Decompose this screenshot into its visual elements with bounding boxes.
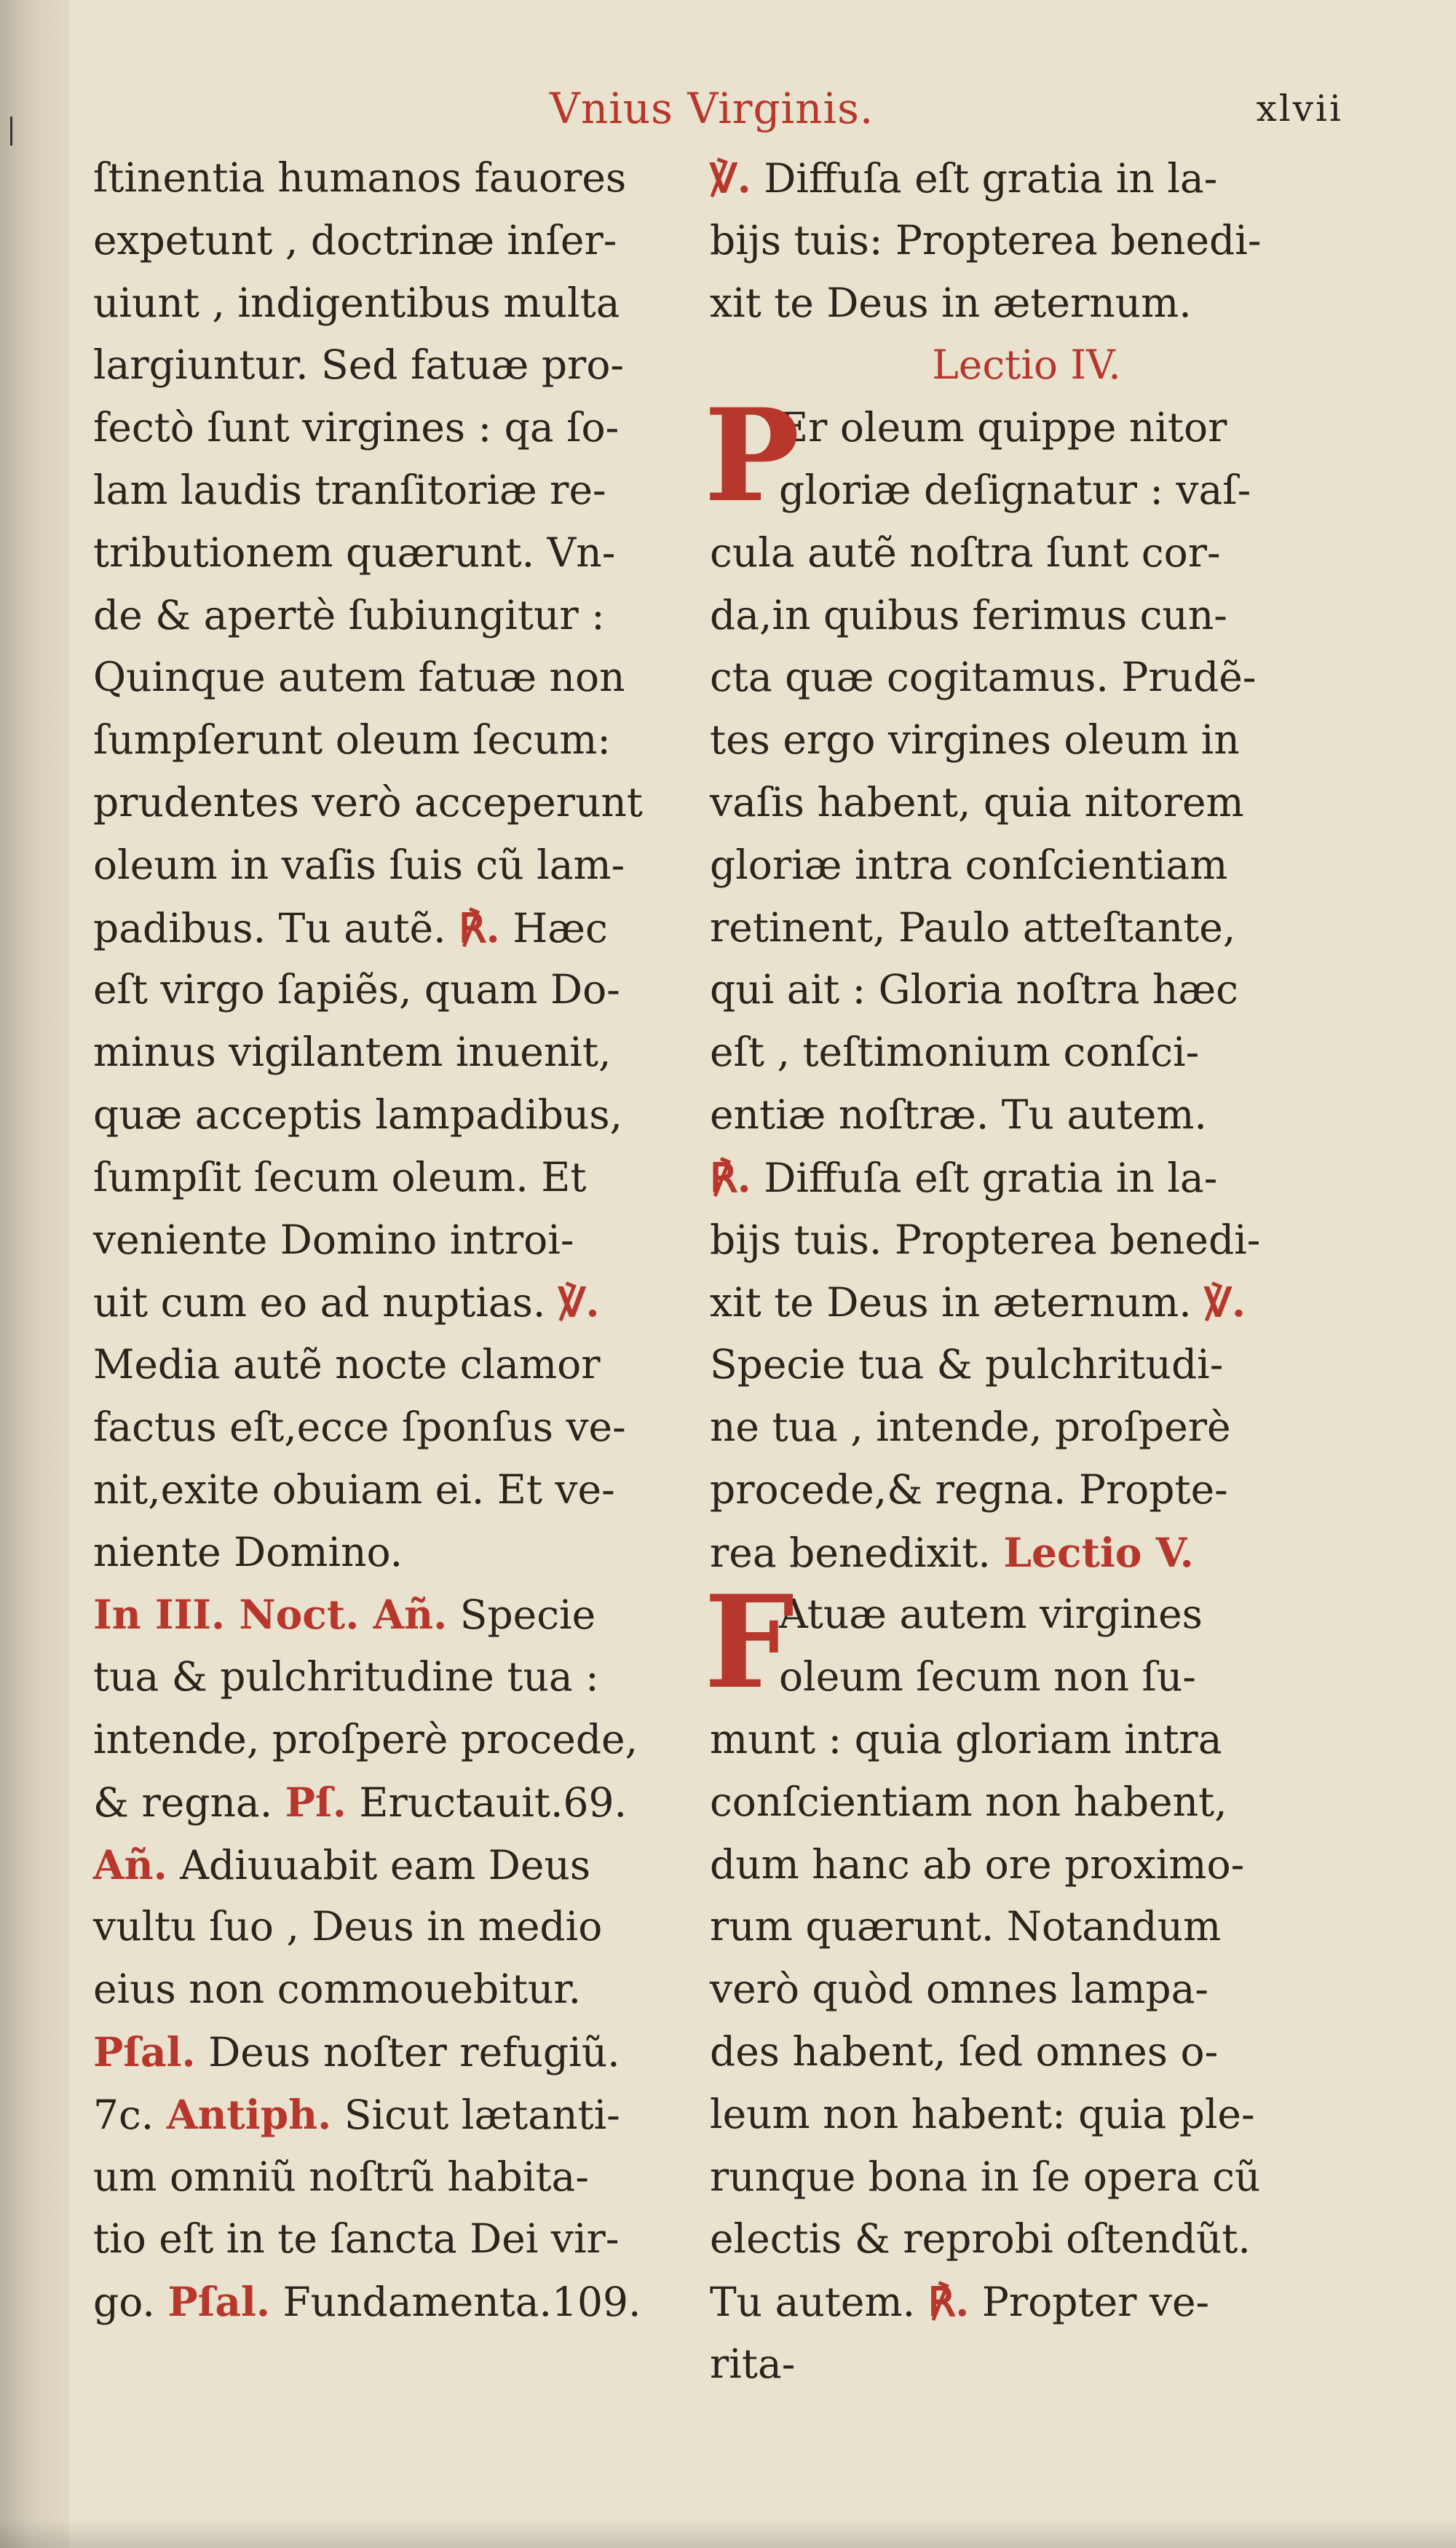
rubric-mark: ℟. — [710, 1153, 751, 1201]
text-line: da,in quibus ferimus cun- — [710, 591, 1227, 638]
line-text: Sicut lætanti- — [344, 2091, 620, 2138]
text-line: niente Domino. — [93, 1528, 403, 1575]
line-text: & regna. — [93, 1779, 273, 1826]
initial-f: F — [704, 1568, 795, 1718]
rubric-mark: Pſ. — [285, 1778, 347, 1826]
line-text: padibus. Tu autẽ. — [93, 904, 446, 951]
rubric-mark: ℣. — [710, 154, 751, 202]
text-line: ſtinentia humanos fauores — [93, 154, 627, 201]
text-line: gloriæ deſignatur : vaſ- — [779, 466, 1251, 513]
text-line: gloriæ intra conſcientiam — [710, 841, 1228, 888]
rubric-mark: In III. Noct. Añ. — [93, 1591, 448, 1639]
line-text: rea benedixit. — [710, 1529, 991, 1576]
text-line — [93, 1834, 683, 1896]
text-line: oleum ſecum non ſu- — [779, 1653, 1196, 1701]
text-line: lam laudis tranſitoriæ re- — [93, 466, 606, 513]
text-line: verò quòd omnes lampa- — [710, 1966, 1209, 2013]
rubric-mark: Pſal. — [167, 2278, 271, 2326]
line-text: Fundamenta.109. — [282, 2279, 641, 2326]
text-line — [93, 1583, 683, 1646]
responsory-continuation — [710, 147, 1343, 334]
text-line: quæ acceptis lampadibus, — [93, 1091, 623, 1138]
lectio-heading-text: Lectio IV. — [932, 341, 1121, 389]
text-line: uiunt , indigentibus multa — [93, 279, 620, 326]
lectio-v — [704, 1568, 1343, 2395]
rubric-mark: ℟. — [459, 903, 500, 951]
page-gutter — [0, 0, 69, 2548]
text-line: veniente Domino introi- — [93, 1216, 574, 1263]
text-line: bijs tuis: Propterea benedi- — [710, 216, 1262, 264]
line-text: Propter ve- — [981, 2279, 1210, 2326]
line-text: Hæc — [513, 904, 608, 951]
text-line: nit,exite obuiam ei. Et ve- — [93, 1465, 615, 1513]
text-line: qui ait : Gloria noſtra hæc — [710, 966, 1238, 1013]
line-text: Deus noſter refugiũ. — [208, 2028, 620, 2076]
left-column — [93, 147, 683, 2333]
text-line: munt : quia gloriam intra — [710, 1715, 1222, 1762]
rubric-mark: Lectio V. — [1003, 1528, 1194, 1576]
line-text: Diffuſa eſt gratia in la- — [764, 1154, 1218, 1201]
text-line: ſumpſit ſecum oleum. Et — [93, 1153, 587, 1200]
text-line: ſumpſerunt oleum ſecum: — [93, 716, 611, 764]
right-column — [704, 147, 1343, 2396]
text-line: fectò ſunt virgines : qa ſo- — [93, 404, 620, 451]
line-text: Eructauit.69. — [359, 1779, 627, 1826]
text-line: de & apertè ſubiungitur : — [93, 591, 605, 638]
line-text: Specie — [459, 1591, 596, 1639]
line-text: xit te Deus in æternum. — [710, 1279, 1192, 1326]
text-line: intende, proſperè procede, — [93, 1715, 638, 1762]
text-line — [93, 897, 683, 960]
text-line: Quinque autem fatuæ non — [93, 654, 625, 701]
text-line: conſcientiam non habent, — [710, 1778, 1227, 1825]
rubric-mark: Pſal. — [93, 2027, 196, 2076]
rubric-mark: ℣. — [558, 1278, 600, 1326]
text-line: cta quæ cogitamus. Prudẽ- — [710, 654, 1257, 701]
text-line — [93, 2021, 683, 2084]
text-line: cula autẽ noſtra ſunt cor- — [710, 529, 1221, 576]
text-line: dum hanc ab ore proximo- — [710, 1840, 1245, 1888]
initial-p: P — [704, 381, 800, 531]
folio-number: xlvii — [1256, 87, 1343, 130]
text-line: rita- — [710, 2340, 796, 2387]
line-text: Diffuſa eſt gratia in la- — [764, 155, 1218, 202]
text-line — [710, 1522, 1343, 1584]
line-text: Tu autem. — [710, 2279, 916, 2326]
text-line: entiæ noſtræ. Tu autem. — [710, 1091, 1207, 1138]
text-line: leum non habent: quia ple- — [710, 2090, 1255, 2137]
text-line: tributionem quærunt. Vn- — [93, 529, 616, 576]
text-line: tes ergo virgines oleum in — [710, 716, 1240, 764]
text-line: largiuntur. Sed fatuæ pro- — [93, 341, 625, 389]
rubric-mark: ℣. — [1204, 1278, 1246, 1326]
text-line: vaſis habent, quia nitorem — [710, 778, 1244, 826]
text-line: Atuæ autem virgines — [779, 1591, 1203, 1638]
text-line: tio eſt in te ſancta Dei vir- — [93, 2215, 620, 2263]
line-text: 7c. — [93, 2091, 154, 2138]
text-line: eſt , teſtimonium conſci- — [710, 1029, 1200, 1076]
text-line — [710, 1147, 1343, 1209]
page-shadow — [0, 2519, 1456, 2548]
text-line — [710, 147, 1343, 210]
text-line: factus eſt,ecce ſponſus ve- — [93, 1403, 626, 1450]
text-line: procede,& regna. Propte- — [710, 1465, 1228, 1513]
text-line: tua & pulchritudine tua : — [93, 1653, 599, 1701]
text-line: runque bona in ſe opera cũ — [710, 2153, 1261, 2200]
text-line — [710, 1271, 1343, 1334]
text-line — [93, 1271, 683, 1334]
text-line: xit te Deus in æternum. — [710, 279, 1192, 326]
page-header — [0, 76, 1456, 142]
text-line: bijs tuis. Propterea benedi- — [710, 1216, 1261, 1263]
text-line: des habent, ſed omnes o- — [710, 2027, 1219, 2075]
text-line: eſt virgo ſapiẽs, quam Do- — [93, 966, 620, 1013]
text-line — [710, 2271, 1343, 2333]
lectio-iv-heading — [710, 334, 1343, 397]
text-line: retinent, Paulo atteſtante, — [710, 903, 1236, 951]
line-text: go. — [93, 2279, 155, 2326]
line-text: Adiuuabit eam Deus — [180, 1841, 591, 1888]
text-line: ne tua , intende, proſperè — [710, 1403, 1231, 1450]
text-line: Specie tua & pulchritudi- — [710, 1341, 1224, 1388]
text-line: um omniũ noſtrũ habita- — [93, 2153, 589, 2200]
text-line — [93, 2271, 683, 2333]
running-title: Vnius Virginis. — [550, 84, 874, 133]
text-line — [93, 1771, 683, 1834]
lectio-iv — [704, 381, 1343, 1583]
text-line: rum quærunt. Notandum — [710, 1903, 1222, 1950]
rubric-mark: ℟. — [927, 2278, 970, 2326]
text-line: Er oleum quippe nitor — [779, 404, 1227, 451]
text-line: oleum in vaſis ſuis cũ lam- — [93, 841, 625, 888]
text-line: electis & reprobi oſtendũt. — [710, 2215, 1251, 2263]
rubric-mark: Añ. — [93, 1840, 167, 1888]
text-line — [93, 2084, 683, 2146]
text-line: eius non commouebitur. — [93, 1966, 582, 2013]
text-line: expetunt , doctrinæ inſer- — [93, 216, 617, 264]
text-line: vultu ſuo , Deus in medio — [93, 1903, 603, 1950]
text-line: minus vigilantem inuenit, — [93, 1029, 612, 1076]
rubric-mark: Antiph. — [166, 2090, 332, 2138]
text-line: prudentes verò acceperunt — [93, 778, 643, 826]
text-line: Media autẽ nocte clamor — [93, 1341, 601, 1388]
line-text: uit cum eo ad nuptias. — [93, 1279, 546, 1326]
